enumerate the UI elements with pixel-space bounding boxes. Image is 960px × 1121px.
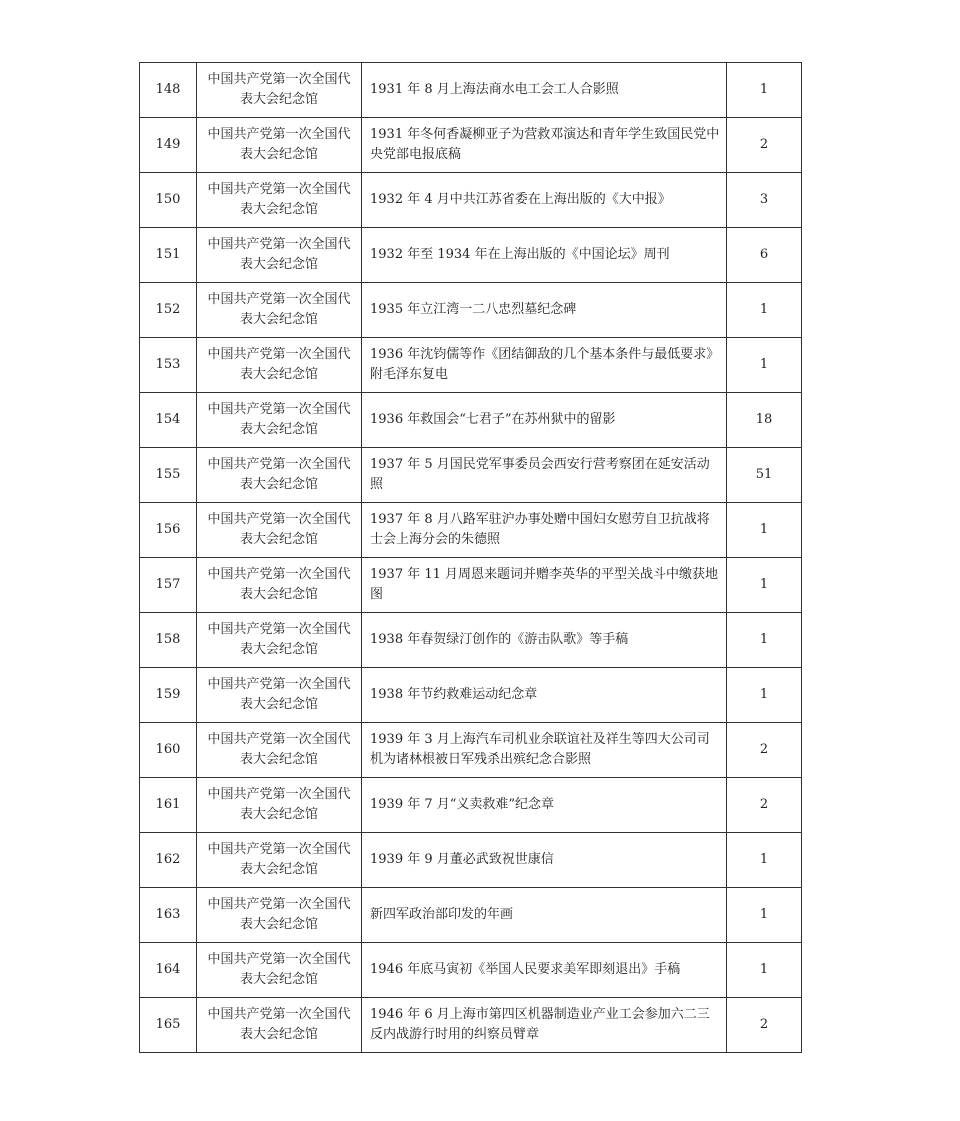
row-number-cell: 162 <box>140 833 197 888</box>
institution-text: 中国共产党第一次全国代表大会纪念馆 <box>207 952 351 987</box>
institution-cell <box>197 228 362 283</box>
institution-text: 中国共产党第一次全国代表大会纪念馆 <box>207 237 351 272</box>
item-name-cell: 1936 年救国会“七君子”在苏州狱中的留影 <box>362 393 727 448</box>
table-row <box>140 888 802 943</box>
institution-cell <box>197 338 362 393</box>
institution-text: 中国共产党第一次全国代表大会纪念馆 <box>207 677 351 712</box>
quantity-cell: 6 <box>727 228 802 283</box>
row-number-cell: 154 <box>140 393 197 448</box>
institution-text: 中国共产党第一次全国代表大会纪念馆 <box>207 127 351 162</box>
row-number-cell: 163 <box>140 888 197 943</box>
row-number-cell: 160 <box>140 723 197 778</box>
quantity-cell: 1 <box>727 888 802 943</box>
item-name-cell: 1937 年 8 月八路军驻沪办事处赠中国妇女慰劳自卫抗战将士会上海分会的朱德照 <box>362 503 727 558</box>
institution-text: 中国共产党第一次全国代表大会纪念馆 <box>207 567 351 602</box>
quantity-cell: 1 <box>727 668 802 723</box>
quantity-cell: 1 <box>727 338 802 393</box>
row-number-cell: 152 <box>140 283 197 338</box>
row-number-cell: 153 <box>140 338 197 393</box>
institution-cell <box>197 668 362 723</box>
row-number-cell: 149 <box>140 118 197 173</box>
table-row <box>140 503 802 558</box>
table-row <box>140 833 802 888</box>
table-row <box>140 283 802 338</box>
table-row <box>140 778 802 833</box>
row-number-cell: 155 <box>140 448 197 503</box>
institution-text: 中国共产党第一次全国代表大会纪念馆 <box>207 787 351 822</box>
quantity-cell: 1 <box>727 63 802 118</box>
item-name-cell: 1931 年冬何香凝柳亚子为营救邓演达和青年学生致国民党中央党部电报底稿 <box>362 118 727 173</box>
institution-text: 中国共产党第一次全国代表大会纪念馆 <box>207 622 351 657</box>
item-name-cell: 1946 年底马寅初《举国人民要求美军即刻退出》手稿 <box>362 943 727 998</box>
quantity-cell: 1 <box>727 613 802 668</box>
table-row <box>140 723 802 778</box>
item-name-cell: 1935 年立江湾一二八忠烈墓纪念碑 <box>362 283 727 338</box>
institution-cell <box>197 613 362 668</box>
institution-cell <box>197 118 362 173</box>
institution-text: 中国共产党第一次全国代表大会纪念馆 <box>207 292 351 327</box>
quantity-cell: 2 <box>727 998 802 1053</box>
institution-cell <box>197 943 362 998</box>
row-number-cell: 161 <box>140 778 197 833</box>
institution-text: 中国共产党第一次全国代表大会纪念馆 <box>207 1007 351 1042</box>
item-name-cell: 1946 年 6 月上海市第四区机器制造业产业工会参加六二三反内战游行时用的纠察员臂章 <box>362 998 727 1053</box>
quantity-cell: 51 <box>727 448 802 503</box>
row-number-cell: 165 <box>140 998 197 1053</box>
institution-text: 中国共产党第一次全国代表大会纪念馆 <box>207 347 351 382</box>
row-number-cell: 157 <box>140 558 197 613</box>
row-number-cell: 151 <box>140 228 197 283</box>
item-name-cell: 1939 年 7 月“义卖救难”纪念章 <box>362 778 727 833</box>
institution-text: 中国共产党第一次全国代表大会纪念馆 <box>207 842 351 877</box>
quantity-cell: 3 <box>727 173 802 228</box>
institution-cell <box>197 63 362 118</box>
table-row <box>140 668 802 723</box>
quantity-cell: 1 <box>727 283 802 338</box>
relics-table <box>139 62 802 1053</box>
row-number-cell: 159 <box>140 668 197 723</box>
quantity-cell: 2 <box>727 118 802 173</box>
institution-text: 中国共产党第一次全国代表大会纪念馆 <box>207 897 351 932</box>
item-name-cell: 1931 年 8 月上海法商水电工会工人合影照 <box>362 63 727 118</box>
item-name-cell: 1937 年 11 月周恩来题词并赠李英华的平型关战斗中缴获地图 <box>362 558 727 613</box>
item-name-cell: 新四军政治部印发的年画 <box>362 888 727 943</box>
item-name-cell: 1938 年节约救难运动纪念章 <box>362 668 727 723</box>
institution-cell <box>197 558 362 613</box>
table-body <box>140 63 802 1053</box>
item-name-cell: 1936 年沈钧儒等作《团结御敌的几个基本条件与最低要求》附毛泽东复电 <box>362 338 727 393</box>
institution-text: 中国共产党第一次全国代表大会纪念馆 <box>207 182 351 217</box>
table-row <box>140 338 802 393</box>
quantity-cell: 1 <box>727 558 802 613</box>
table-row <box>140 998 802 1053</box>
institution-text: 中国共产党第一次全国代表大会纪念馆 <box>207 72 351 107</box>
row-number-cell: 150 <box>140 173 197 228</box>
institution-cell <box>197 833 362 888</box>
institution-text: 中国共产党第一次全国代表大会纪念馆 <box>207 512 351 547</box>
row-number-cell: 158 <box>140 613 197 668</box>
item-name-cell: 1932 年至 1934 年在上海出版的《中国论坛》周刊 <box>362 228 727 283</box>
table-row <box>140 63 802 118</box>
quantity-cell: 1 <box>727 943 802 998</box>
institution-text: 中国共产党第一次全国代表大会纪念馆 <box>207 732 351 767</box>
item-name-cell: 1939 年 3 月上海汽车司机业余联谊社及祥生等四大公司司机为诸林根被日军残杀出殡纪念合影照 <box>362 723 727 778</box>
row-number-cell: 148 <box>140 63 197 118</box>
institution-cell <box>197 173 362 228</box>
institution-cell <box>197 393 362 448</box>
institution-text: 中国共产党第一次全国代表大会纪念馆 <box>207 457 351 492</box>
item-name-cell: 1938 年春贺绿汀创作的《游击队歌》等手稿 <box>362 613 727 668</box>
institution-cell <box>197 723 362 778</box>
institution-cell <box>197 888 362 943</box>
quantity-cell: 1 <box>727 503 802 558</box>
item-name-cell: 1939 年 9 月董必武致祝世康信 <box>362 833 727 888</box>
table-row <box>140 173 802 228</box>
row-number-cell: 156 <box>140 503 197 558</box>
institution-text: 中国共产党第一次全国代表大会纪念馆 <box>207 402 351 437</box>
institution-cell <box>197 283 362 338</box>
row-number-cell: 164 <box>140 943 197 998</box>
table-row <box>140 448 802 503</box>
institution-cell <box>197 503 362 558</box>
quantity-cell: 2 <box>727 778 802 833</box>
table-row <box>140 558 802 613</box>
table-row <box>140 393 802 448</box>
item-name-cell: 1932 年 4 月中共江苏省委在上海出版的《大中报》 <box>362 173 727 228</box>
item-name-cell: 1937 年 5 月国民党军事委员会西安行营考察团在延安活动照 <box>362 448 727 503</box>
institution-cell <box>197 448 362 503</box>
institution-cell <box>197 778 362 833</box>
quantity-cell: 18 <box>727 393 802 448</box>
institution-cell <box>197 998 362 1053</box>
quantity-cell: 1 <box>727 833 802 888</box>
table-row <box>140 118 802 173</box>
table-row <box>140 613 802 668</box>
quantity-cell: 2 <box>727 723 802 778</box>
table-row <box>140 228 802 283</box>
table-row <box>140 943 802 998</box>
